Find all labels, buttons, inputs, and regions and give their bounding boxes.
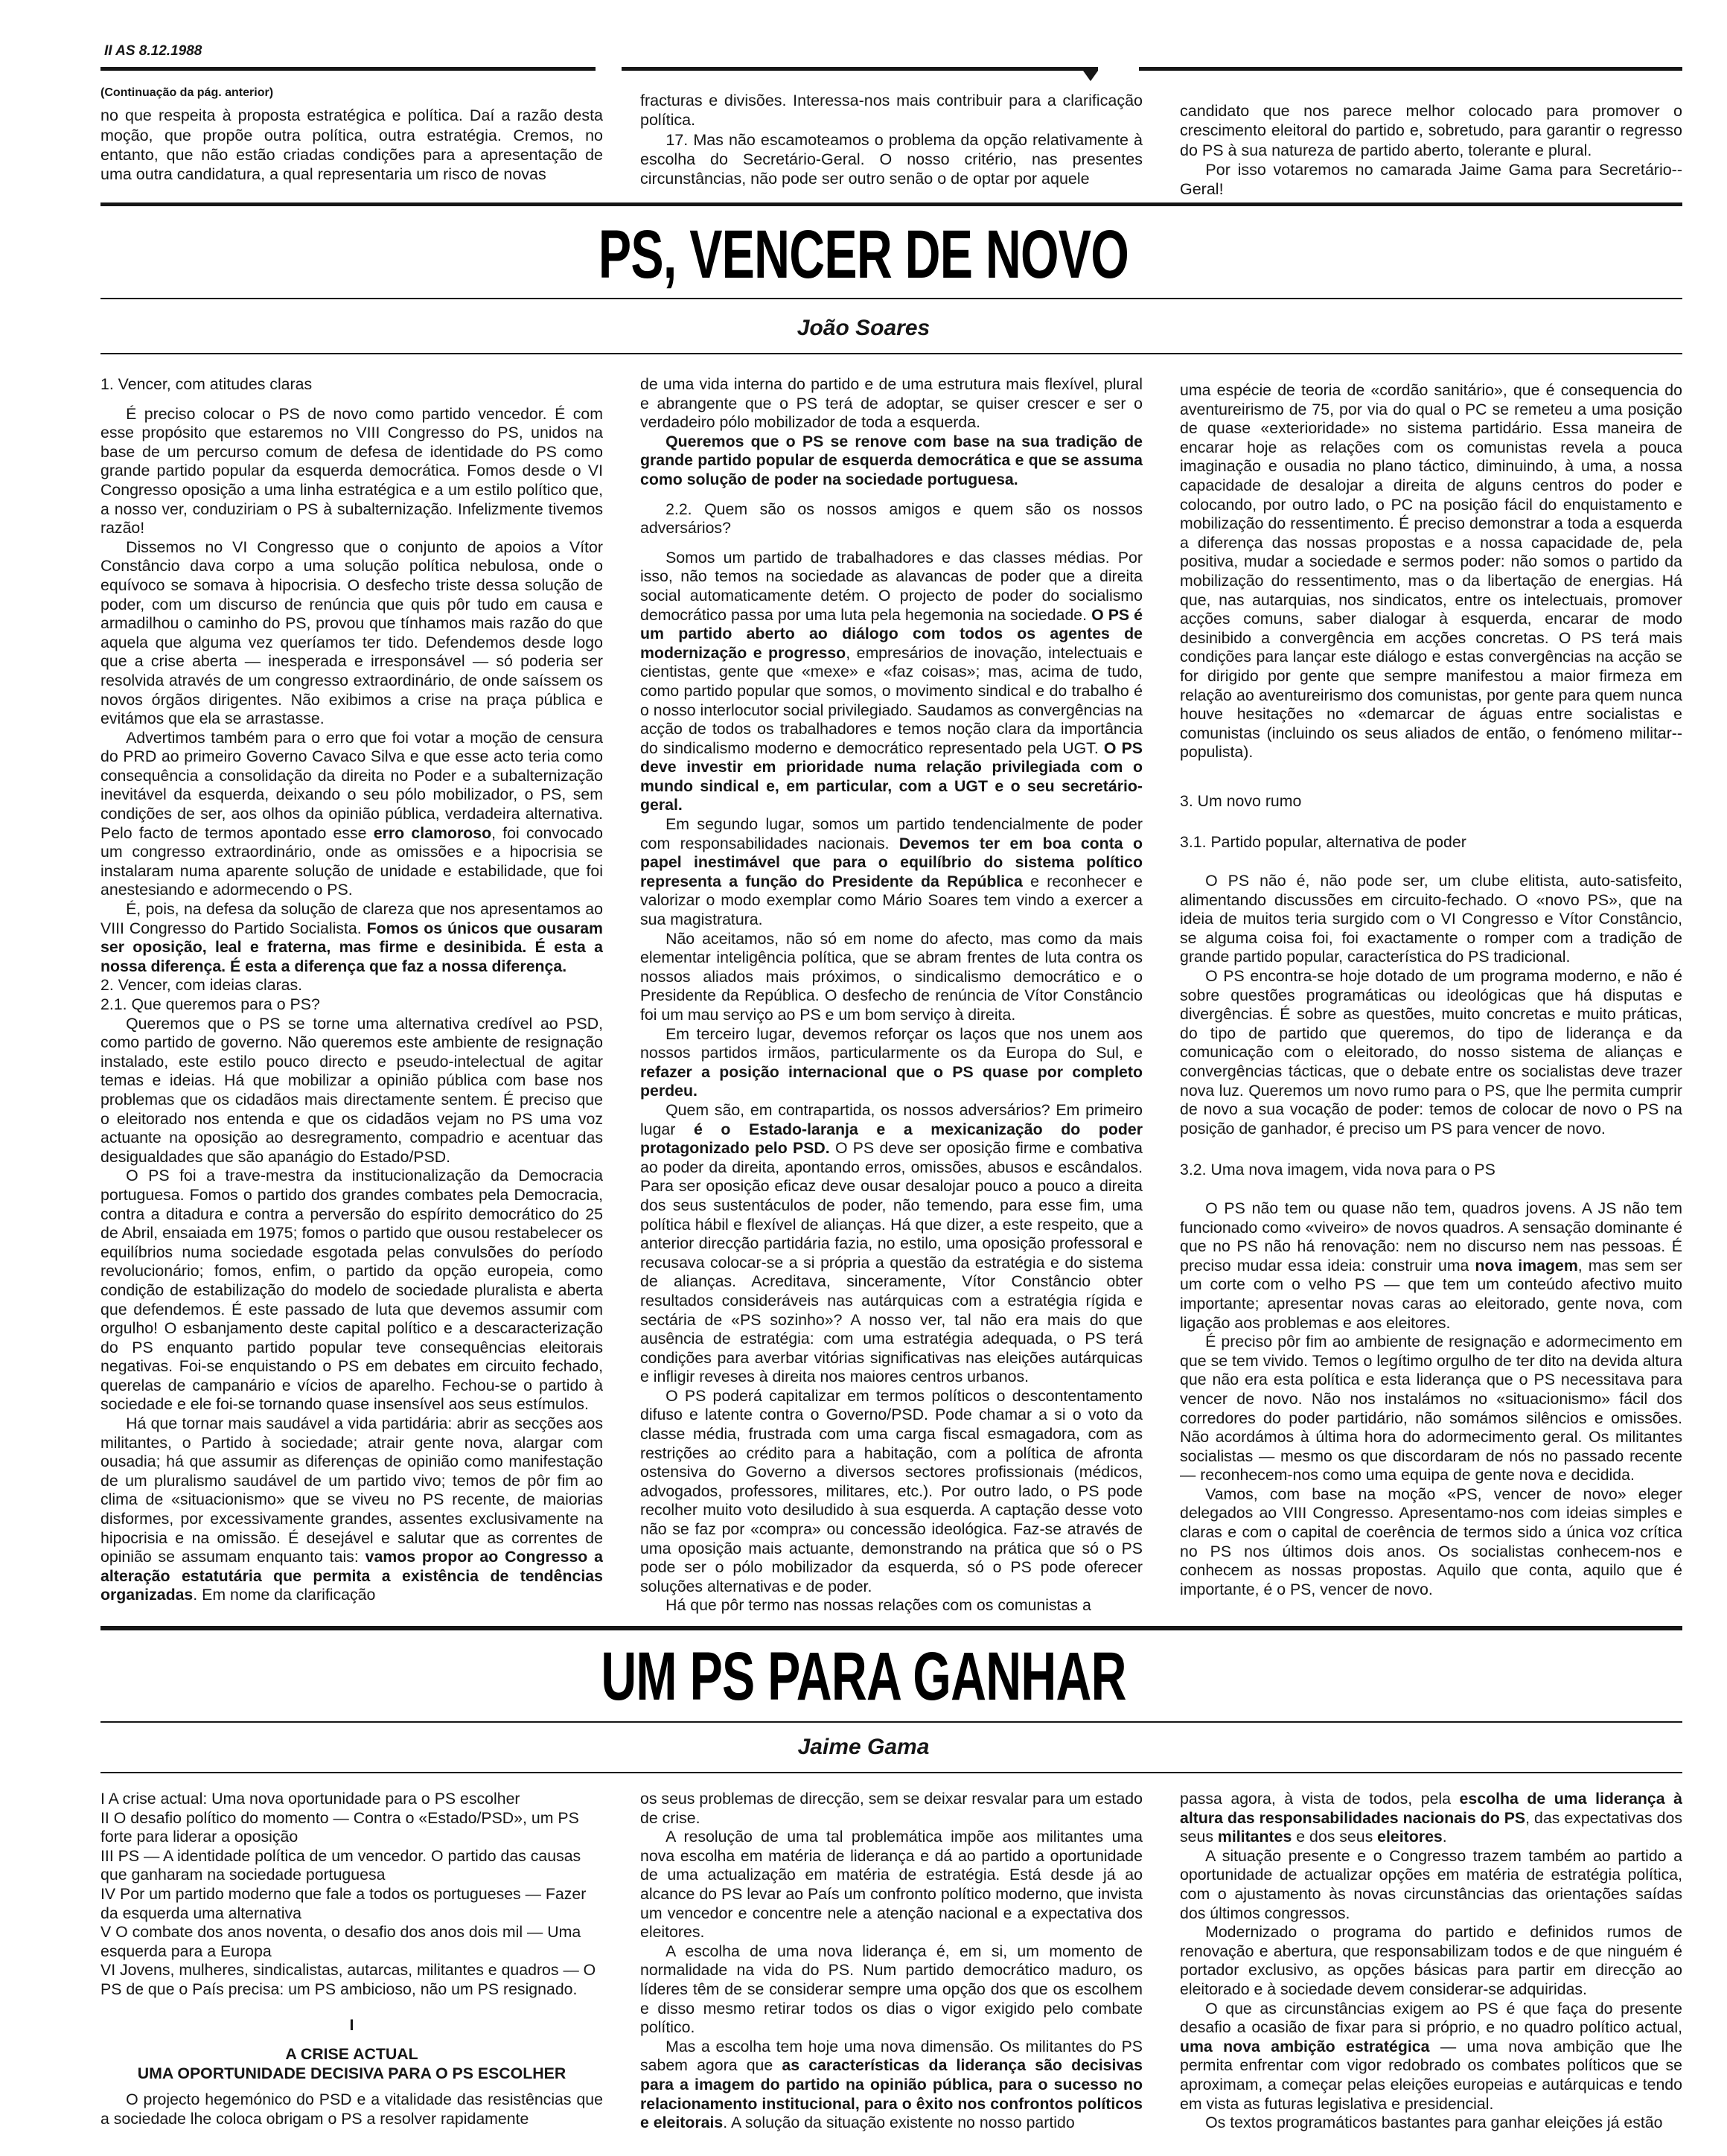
paragraph: A situação presente e o Congresso trazem também ao partido a oportunidade de actualizar opções em matéria de estratégia política, com o ajustamento às novas circunstâncias das orientações saídas dos últimos congressos.: [1180, 1846, 1682, 1922]
paragraph: [640, 2038, 1143, 2133]
bold-run: refazer a posição internacional que o PS quase por completo perdeu.: [640, 1062, 1143, 1100]
article2-col-1: [100, 1790, 603, 2129]
text-run: e dos seus: [1292, 1828, 1378, 1846]
text-run: passa agora, à vista de todos, pela: [1180, 1790, 1460, 1808]
paragraph: Queremos que o PS se torne uma alternativa credível ao PSD, como partido de governo. Não queremos este ambiente de resignação instalado, este estilo pouco directo e pseudo-intelectual de agitar temas e ideias. Há que mobilizar a opinião pública com base nos problemas que os cidadãos mais directamente sentem. É preciso que o eleitorado nos entenda e que os cidadãos vejam no PS uma voz actuante na oposição ao desregramento, compadrio e acentuar das desigualdades que são apanágio do Estado/PSD.: [100, 1014, 603, 1166]
article1-headline: PS, VENCER DE NOVO: [598, 217, 1129, 293]
text-run: , mas sem ser um corte com o velho PS — que tem um conteúdo afectivo muito importante; apresentar novas caras ao eleitorado, gente nova, com ligação aos problemas e aos eleitores.: [1180, 1256, 1682, 1332]
toc-item: V O combate dos anos noventa, o desafio dos anos dois mil — Uma esquerda para a Europa: [100, 1923, 581, 1960]
article1-byline-rule: [100, 353, 1682, 354]
bold-run: O PS é um partido aberto ao diálogo com todos os agentes de modernização e progresso: [640, 605, 1143, 662]
text-run: Em segundo lugar, somos um partido tendencialmente de poder com responsabilidades nacionais.: [640, 815, 1143, 852]
top-rule-left: [100, 67, 596, 71]
bold-run: Devemos ter em boa conta o papel inestimável que para o equilíbrio do sistema político representa a função do Presidente da República: [640, 834, 1143, 890]
bold-run: eleitores: [1377, 1828, 1443, 1846]
text-run: O PS não tem ou quase não tem, quadros jovens. A JS não tem funcionado como «viveiro» de novos quadros. A sensação dominante é que no PS não há renovação: nem no discurso nem nas pessoas. É preciso mudar essa ideia: construir uma: [1180, 1199, 1682, 1275]
toc-item: I A crise actual: Uma nova oportunidade para o PS escolher: [100, 1790, 520, 1808]
article2-col-2: [640, 1790, 1143, 2133]
section-heading-2: 2. Vencer, com ideias claras.: [100, 976, 303, 995]
paragraph: Há que pôr termo nas nossas relações com os comunistas a: [665, 1596, 1091, 1615]
article1-col-3: [1180, 381, 1682, 1599]
paragraph: Dissemos no VI Congresso que o conjunto de apoios a Vítor Constâncio dava corpo a uma solução política nebulosa, onde o equívoco se somava à hipocrisia. O desfecho triste dessa solução de poder, com um discurso de renúncia que quis pôr tudo em causa e armadilhou o caminho do PS, provou que tínhamos mais razão do que aquela que alguma vez queríamos ter tido. Defendemos desde logo que a crise aberta — inesperada e irresponsável — só poderia ser resolvida através de um congresso extraordinário, de onde saíssem os novos órgãos dirigentes. Não exibimos a crise na praça pública e evitámos que ela se arrastasse.: [100, 538, 603, 728]
paragraph: [100, 729, 603, 900]
paragraph: de uma vida interna do partido e de uma estrutura mais flexível, plural e abrangente que o PS terá de adoptar, se quiser crescer e ser o verdadeiro pólo mobilizador de toda a esquerda.: [640, 375, 1143, 432]
paragraph: O PS poderá capitalizar em termos políticos o descontentamento difuso e latente contra o Governo/PSD. Pode chamar a si o voto da classe média, frustrada com uma carga fiscal esmagadora, com as restrições ao crédito para a habitação, com a política de afronta ostensiva do Governo a diversos sectores profissionais (médicos, advogados, professores, militares, etc.). Por outro lado, o PS pode recolher muito voto desiludido à sua esquerda. A captação desse voto não se faz por «compra» ou concessão ideológica. Faz-se através de uma oposição mais actuante, demonstrando na prática que só o PS pode ser o pólo mobilizador da esquerda, só o PS pode oferecer soluções alternativas e de poder.: [640, 1386, 1143, 1595]
article2-byline: Jaime Gama: [797, 1735, 930, 1759]
bold-run: nova imagem: [1475, 1256, 1578, 1275]
toc-item: II O desafio político do momento — Contra o «Estado/PSD», um PS forte para liderar a oposição: [100, 1808, 579, 1846]
bold-run: Fomos os únicos que ousaram ser oposição, leal e fraterna, mas firme e desinibida. É esta a nossa diferença. É esta a diferença que faz a nossa diferença.: [100, 919, 603, 975]
bold-run: O PS deve investir em prioridade numa relação privilegiada com o mundo sindical e, em particular, com a UGT e o seu secretário-geral.: [640, 739, 1143, 814]
text-run: O que as circunstâncias exigem ao PS é que faça do presente desafio a ocasião de fixar para si próprio, e no quadro político actual,: [1180, 1999, 1682, 2037]
rule-notch: [1083, 71, 1098, 81]
text-run: .: [1442, 1828, 1447, 1846]
text-run: Há que tornar mais saudável a vida partidária: abrir as secções aos militantes, o Partido à sociedade; atrair gente nova, alargar com ousadia; há que assumir as diferenças de opinião como manifestação de um pluralismo saudável de um partido vivo; temos de pôr fim ao clima de «situacionismo» que se viveu no PS recente, de maiorias disformes, por excessivamente grandes, assentes exclusivamente na hipocrisia e na omissão. É desejável e salutar que as correntes de opinião se assumam enquanto tais:: [100, 1415, 603, 1566]
text-run: Advertimos também para o erro que foi votar a moção de censura do PRD ao primeiro Governo Cavaco Silva e que esse acto teria como consequência a consolidação da direita no Poder e a subalternização inevitável da esquerda, deixando o seu pólo mobilizador, o PS, sem condições de ser, aos olhos da opinião pública, verdadeira alternativa. Pelo facto de termos apontado esse: [100, 728, 603, 842]
bold-run: vamos propor ao Congresso a alteração estatutária que permita a existência de tendências organizadas: [100, 1548, 603, 1604]
paragraph: uma espécie de teoria de «cordão sanitário», que é consequencia do aventureirismo de 75, por via do qual o PC se remeteu a uma posição de quase «exterioridade» no sistema partidário. Essa maneira de encarar hoje as relações com os comunistas revela a pouca imaginação e ousadia no plano táctico, diminuindo, à uma, a nossa capacidade de desalojar a direita de alguns centros do poder e colocando, por outro lado, o PC na posição fácil do enquistamento e mobilização do ressentimento. É preciso demonstrar a toda a esquerda a diferença das nossas propostas e a nossa capacidade de, pela positiva, mudar a sociedade e sermos poder: não somos o partido da mobilização do ressentimento, mas o da libertação de energias. Há que, nas autarquias, nos sindicatos, entre os intelectuais, promover acções comuns, saber dialogar à esquerda, encarar de modo desinibido a convergência em acções concretas. O PS terá mais condições para lançar este diálogo e estas convergências na acção se for dirigido por gente que sempre manifestou a maior firmeza em relação ao aventureirismo dos comunistas, por gente para quem nunca houve hesitações no «demarcar de águas entre socialistas e comunistas (incluindo os seus aliados de então, o fenómeno militar--populista).: [1180, 381, 1682, 762]
text-run: Quem são, em contrapartida, os nossos adversários? Em primeiro lugar: [640, 1100, 1143, 1138]
top-col1-text: no que respeita à proposta estratégica e política. Daí a razão desta moção, que propõe outra política, outra estratégia. Cremos, no entanto, que não estão criadas condições para a apresentação de uma outra candidatura, a qual representaria um risco de novas: [100, 106, 603, 184]
section-heading-3: 3. Um novo rumo: [1180, 791, 1302, 810]
article1-col-1: [100, 375, 603, 1605]
paragraph: [100, 1415, 603, 1605]
subsection-heading-3-1: 3.1. Partido popular, alternativa de poder: [1180, 833, 1466, 852]
bold-run: Queremos que o PS se renove com base na sua tradição de grande partido popular de esquerda democrática e que se assuma como solução de poder na sociedade portuguesa.: [640, 432, 1143, 488]
text-run: , empresários de inovação, intelectuais e cientistas, gente que «mexe» e «faz coisas»; mas, acima de tudo, como partido popular que somos, o movimento sindical e do trabalho é o nosso interlocutor social privilegiado. Saudamos as convergências na acção de todos os trabalhadores e temos noção clara da importância do sindicalismo moderno e democrático representado pela UGT.: [640, 643, 1143, 757]
top-col2-text-a: fracturas e divisões. Interessa-nos mais contribuir para a clarificação política.: [640, 92, 1143, 130]
top-col3-text-a: candidato que nos parece melhor colocado para promover o crescimento eleitoral do partido e, sobretudo, para garantir o regresso do PS à sua natureza de partido aberto, tolerante e plural.: [1180, 102, 1682, 159]
paragraph: Vamos, com base na moção «PS, vencer de novo» eleger delegados ao VIII Congresso. Apresentamo-nos com ideias simples e claras e com o capital de coerência de termos sido a única voz crítica no PS nos últimos dois anos. Os socialistas conhecem-nos e conhecem as nossas propostas. Aquilo que conta, aquilo que é importante, é o PS, vencer de novo.: [1180, 1484, 1682, 1598]
paragraph: [640, 1101, 1143, 1387]
article2-byline-rule: [100, 1772, 1682, 1773]
text-run: É, pois, na defesa da solução de clareza que nos apresentamos ao VIII Congresso do Partido Socialista.: [100, 900, 603, 937]
article2-headline: UM PS PARA GANHAR: [601, 1639, 1126, 1715]
continuation-label: (Continuação da pág. anterior): [100, 86, 274, 99]
top-col-1: [100, 83, 603, 184]
toc-item: III PS — A identidade política de um vencedor. O partido das causas que ganharam na sociedade portuguesa: [100, 1846, 581, 1884]
text-run: Somos um partido de trabalhadores e das classes médias. Por isso, não temos na sociedade as alavancas de poder que a direita social automaticamente detém. O projecto de poder do socialismo democrático passa por uma luta pela hegemonia na sociedade.: [640, 548, 1143, 624]
paragraph: [1180, 1199, 1682, 1333]
bold-run: militantes: [1217, 1828, 1292, 1846]
paragraph: Os textos programáticos bastantes para ganhar eleições já estão: [1205, 2114, 1663, 2132]
toc-item: IV Por um partido moderno que fale a todos os portugueses — Fazer da esquerda uma alternativa: [100, 1884, 587, 1922]
section-roman-numeral: I: [349, 2015, 354, 2034]
top-col3-text-b: Por isso votaremos no camarada Jaime Gama para Secretário--Geral!: [1180, 160, 1682, 199]
paragraph: [640, 815, 1143, 930]
paragraph: É preciso colocar o PS de novo como partido vencedor. É com esse propósito que estaremos no VIII Congresso do PS, unidos na base de um percurso comum de defesa de identidade do PS como grande partido popular da esquerda democrática. Fomos desde o VI Congresso oposição a uma linha estratégica e a um estilo político que, a nosso ver, conduziriam o PS à subalternização. Infelizmente tivemos razão!: [100, 404, 603, 538]
text-run: . A solução da situação existente no nosso partido: [723, 2114, 1075, 2132]
page-date-header: II AS 8.12.1988: [104, 43, 202, 59]
paragraph: [1180, 2000, 1682, 2114]
toc-item: VI Jovens, mulheres, sindicalistas, autarcas, militantes e quadros — O PS de que o País precisa: um PS ambicioso, não um PS resignado.: [100, 1961, 596, 1998]
paragraph: A resolução de uma tal problemática impõe aos militantes uma nova escolha em matéria de liderança e dá ao partido a oportunidade de uma actualização em matéria de estratégia. Está desde já ao alcance do PS levar ao País um confronto político moderno, que invista um vencedor e concentre nele a atenção nacional e a expectativa dos eleitores.: [640, 1828, 1143, 1942]
paragraph: [640, 433, 1143, 490]
top-rule-mid: [622, 67, 1098, 71]
top-col-3: [1180, 101, 1682, 199]
bold-run: é o Estado-laranja e a mexicanização do poder protagonizado pelo PSD.: [640, 1120, 1143, 1158]
top-col-2: [640, 91, 1143, 188]
text-run: Em terceiro lugar, devemos reforçar os laços que nos unem aos nossos partidos irmãos, particularmente os da Europa do Sul, e: [640, 1024, 1143, 1062]
article1-headline-rule: [100, 298, 1682, 299]
paragraph: Modernizado o programa do partido e definidos rumos de renovação e abertura, que responsabilizam todos e de que ninguém é portador exclusivo, as opções básicas para partir em direcção ao eleitorado e à sociedade devem considerar-se adquiridas.: [1180, 1923, 1682, 1998]
section-title-line-1: A CRISE ACTUAL: [285, 2045, 418, 2064]
article2-top-rule: [100, 1626, 1682, 1630]
article1-col-2: [640, 375, 1143, 1616]
paragraph: O projecto hegemónico do PSD e a vitalidade das resistências que a sociedade lhe coloca obrigam o PS a resolver rapidamente: [100, 2090, 603, 2128]
paragraph: O PS não é, não pode ser, um clube elitista, auto-satisfeito, alimentando discussões em circuito-fechado. O «novo PS», que na ideia de muitos teria surgido com o VI Congresso e Vítor Constâncio, se alguma coisa foi, foi exactamente o romper com a tradição de grande partido popular, característica do PS tradicional.: [1180, 872, 1682, 966]
text-run: Mas a escolha tem hoje uma nova dimensão. Os militantes do PS sabem agora que: [640, 2037, 1143, 2075]
paragraph: [640, 1025, 1143, 1101]
bold-run: escolha de uma liderança à altura das responsabilidades nacionais do PS: [1180, 1790, 1682, 1827]
paragraph: os seus problemas de direcção, sem se deixar resvalar para um estado de crise.: [640, 1790, 1143, 1827]
bold-run: erro clamoroso: [373, 823, 492, 842]
article2-col-3: [1180, 1790, 1682, 2133]
text-run: — uma nova ambição que lhe permita enfrentar com vigor redobrado os combates políticos que se aproximam, a começar pelas eleições europeias e autárquicas e tendo em vista as futuras legislativa e presidencial.: [1180, 2037, 1682, 2113]
text-run: e reconhecer e valorizar o modo exemplar como Mário Soares tem vindo a exercer a sua magistratura.: [640, 872, 1143, 929]
text-run: , das expectativas dos seus: [1180, 1808, 1682, 1846]
subsection-heading-2-1: 2.1. Que queremos para o PS?: [100, 995, 320, 1013]
bold-run: as características da liderança são decisivas para a imagem do partido na opinião pública, para o sucesso no relacionamento institucional, para o êxito nos confrontos políticos e eleitorais: [640, 2056, 1143, 2132]
paragraph: [100, 900, 603, 976]
section-heading-1: 1. Vencer, com atitudes claras: [100, 375, 313, 393]
article1-byline: João Soares: [797, 316, 930, 340]
paragraph: [640, 549, 1143, 815]
subsection-heading-2-2: 2.2. Quem são os nossos amigos e quem são os nossos adversários?: [640, 500, 1143, 538]
article1-top-rule: [100, 202, 1682, 206]
article2-headline-rule: [100, 1721, 1682, 1723]
text-run: . Em nome da clarificação: [193, 1586, 376, 1604]
text-run: O PS deve ser oposição firme e combativa ao poder da direita, apontando erros, omissões, abusos e escândalos. Para ser oposição eficaz deve ousar desalojar pouco a pouco a direita dos seus sustentáculos de poder, não temendo, para esse fim, uma política hábil e flexível de alianças. Há que dizer, a este respeito, que a anterior direcção partidária fazia, no estilo, uma oposição professoral e recusava colocar-se a si própria a questão da estratégia e do sistema de alianças. Acreditava, sinceramente, Vítor Constâncio obter resultados consideráveis nas autárquicas com a estratégia rígida e sectária de «PS sozinho»? A nosso ver, tal não era mais do que ausência de estratégia: com uma estratégia adequada, o PS terá condições para averbar vitórias significativas nas eleições autárquicas e infligir reveses à direita nos maiores centros urbanos.: [640, 1139, 1143, 1386]
paragraph: [1180, 1790, 1682, 1847]
paragraph: O PS foi a trave-mestra da institucionalização da Democracia portuguesa. Fomos o partido dos grandes combates pela Democracia, contra a ditadura e contra a perversão do espírito democrático do 25 de Abril, ensaiada em 1975; fomos o partido que ousou restabelecer os equilíbrios numa sociedade esgotada pelas convulsões do período revolucionário; fomos, enfim, o partido da opção europeia, como condição de estabilização do modelo de sociedade pluralista e aberta que defendemos. É este passado de luta que devemos assumir com orgulho! O esbanjamento deste capital político e a descaracterização do PS enquanto partido popular teve consequências eleitorais negativas. Foi-se enquistando o PS em debates em circuito fechado, querelas de campanário e vícios de aparelho. Fechou-se o partido à sociedade e ele foi-se tornando quase insensível aos seus estímulos.: [100, 1167, 603, 1414]
text-run: , foi convocado um congresso extraordinário, onde as omissões e a hipocrisia se instalaram numa aparente solução de unidade e estabilidade, que foi anestesiando e adormecendo o PS.: [100, 823, 603, 899]
paragraph: É preciso pôr fim ao ambiente de resignação e adormecimento em que se tem vivido. Temos o legítimo orgulho de ter dito na devida altura que não era esta política e esta liderança que o PS necessitava para vencer de novo. Não nos instalámos no «situacionismo» fácil dos corredores do poder partidário, não somámos silêncios e omissões. Não acordámos à última hora do adormecimento geral. Os militantes socialistas — mesmo os que discordaram de nós no passado recente — reconhecem-nos como uma equipa de gente nova e decidida.: [1180, 1333, 1682, 1484]
section-title-line-2: UMA OPORTUNIDADE DECISIVA PARA O PS ESCOLHER: [137, 2064, 566, 2082]
top-col2-text-b: 17. Mas não escamoteamos o problema da opção relativamente à escolha do Secretário-Geral. O nosso critério, nas presentes circunstâncias, não pode ser outro senão o de optar por aquele: [640, 130, 1143, 188]
paragraph: A escolha de uma nova liderança é, em si, um momento de normalidade na vida do PS. Num partido democrático maduro, os líderes têm de se considerar sempre uma opção dos que os escolhem e disso mesmo retirar todos os dias o vigor exigido pelo combate político.: [640, 1942, 1143, 2037]
bold-run: uma nova ambição estratégica: [1180, 2037, 1430, 2055]
paragraph: O PS encontra-se hoje dotado de um programa moderno, e não é sobre questões programáticas ou ideológicas que há disputas e divergências. É sobre as questões, muito concretas e muito práticas, do tipo de partido que queremos, do tipo de liderança e da comunicação com o eleitorado, do nosso sistema de alianças e convergências tácticas, que o debate entre os socialistas deve trazer nova luz. Queremos um novo rumo para o PS, que lhe permita cumprir de novo a sua vocação de poder: temos de colocar de novo o PS na posição de ganhador, é preciso um PS para vencer de novo.: [1180, 967, 1682, 1138]
subsection-heading-3-2: 3.2. Uma nova imagem, vida nova para o PS: [1180, 1161, 1495, 1179]
paragraph: Não aceitamos, não só em nome do afecto, mas como da mais elementar inteligência política, que se abram frentes de luta contra os nossos aliados mais próximos, o sindicalismo democrático e o Presidente da República. O desfecho de renúncia de Vítor Constâncio foi um mau serviço ao PS e um bom serviço à direita.: [640, 929, 1143, 1024]
top-rule-right: [1139, 67, 1682, 71]
